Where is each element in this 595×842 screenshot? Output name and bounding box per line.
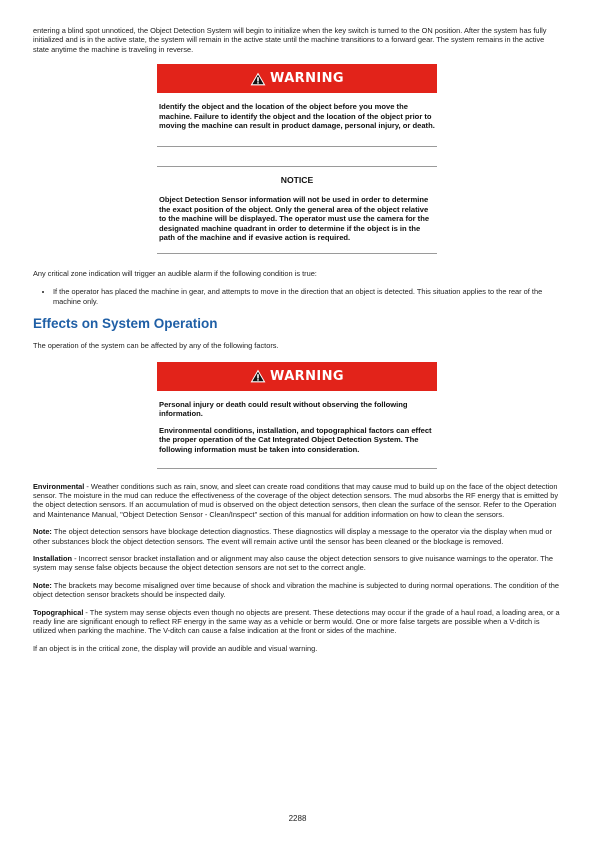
notice-title: NOTICE — [280, 175, 314, 185]
installation-text: - Incorrect sensor bracket installation and or alignment may also cause the object detection sensors to give nuisance warnings to the operator. The system may sense false objects because the object detection sensors are not set to the correct angle. — [33, 554, 553, 573]
notice-text: Object Detection Sensor information will not be used in order to determine the exact position of the object. Only the general area of the object relative to the machine will be displayed. The operator must use the camera for the designated machine quadrant in order to determine if the object is in the path of the machine and if evasive action is required. — [159, 195, 430, 243]
topographical-text: - The system may sense objects even though no objects are present. These detections may occur if the grade of a haul road, a loading area, or a ready line are significant enough to reflect RF energy in the same way as a vehicle or berm would. One or more false targets are possible when a V-ditch is utilized when parking the machine. The V-ditch can cause a false indication at the front or sides of the machine. — [33, 607, 560, 636]
warning-banner — [157, 64, 437, 93]
note-paragraph — [33, 527, 561, 546]
installation-term: Installation — [33, 554, 73, 563]
document-page — [33, 26, 561, 653]
note-text: The object detection sensors have blockage detection diagnostics. These diagnostics will display a message to the operator via the display when mud or other substances block the object detection sensors. The event will remain active until the sensor has been cleaned or the blockage is removed. — [33, 527, 553, 546]
note-paragraph — [33, 581, 561, 600]
notice-box — [157, 166, 437, 254]
topographical-paragraph — [33, 608, 561, 636]
environmental-paragraph — [33, 482, 561, 520]
page-number: 2288 — [288, 814, 307, 823]
topographical-term: Topographical — [33, 607, 84, 617]
note-term: Note: — [33, 527, 52, 537]
note-term: Note: — [33, 580, 52, 590]
section-intro: The operation of the system can be affected by any of the following factors. — [33, 341, 279, 351]
environmental-text: - Weather conditions such as rain, snow, and sleet can create road conditions that may cause mud to build up on the face of the object detection sensor. The moisture in the mud can reduce the effectiveness of the coverage of the object detection sensors. The mud absorbs the RF energy that is emitted by the object detection sensors. If an accumulation of mud is observed on the object detection sensors, then clean the surface of the sensor. Refer to the Operation and Maintenance Manual, "Object Detection Sensor - Clean/Inspect" section of this manual for addition information on how to clean the sensors. — [33, 481, 559, 519]
environmental-term: Environmental — [33, 481, 85, 491]
warning-label: WARNING — [270, 368, 344, 384]
warning-text: Identify the object and the location of the object before you move the machine. Failure to identify the object and the location of the object prior to moving the machine can result in product damage, personal injury, or death. — [159, 102, 435, 131]
warning-banner — [157, 362, 437, 391]
condition-list — [33, 287, 561, 306]
warning-label: WARNING — [270, 71, 344, 87]
warning-triangle-icon — [250, 369, 266, 383]
list-item: • If the operator has placed the machine in gear, and attempts to move in the direction that an object is detected. This situation applies to the rear of the machine only. — [53, 287, 561, 306]
warning-box — [157, 64, 437, 147]
critical-zone-text: Any critical zone indication will trigger an audible alarm if the following condition is true: — [33, 268, 317, 278]
warning-triangle-icon — [250, 72, 266, 86]
final-paragraph: If an object is in the critical zone, the display will provide an audible and visual warning. — [33, 643, 318, 653]
installation-paragraph — [33, 554, 561, 573]
intro-paragraph: entering a blind spot unnoticed, the Object Detection System will begin to initialize when the key switch is turned to the ON position. After the system has fully initialized and is in the active state, the system will remain in the active state until the machine transitions to a forward gear. The system remains in the active state anytime the machine is traveling in reverse. — [33, 26, 547, 54]
warning-box — [157, 362, 437, 469]
note-text: The brackets may become misaligned over time because of shock and vibration the machine is subjected to during normal operations. The condition of the object detection sensor brackets should be inspected daily. — [33, 580, 559, 600]
warning-text: Environmental conditions, installation, and topographical factors can effect the proper operation of the Cat Integrated Object Detection System. The following information must be taken into consideration. — [159, 425, 432, 454]
section-heading: Effects on System Operation — [33, 316, 218, 332]
warning-text: Personal injury or death could result without observing the following information. — [159, 399, 408, 419]
